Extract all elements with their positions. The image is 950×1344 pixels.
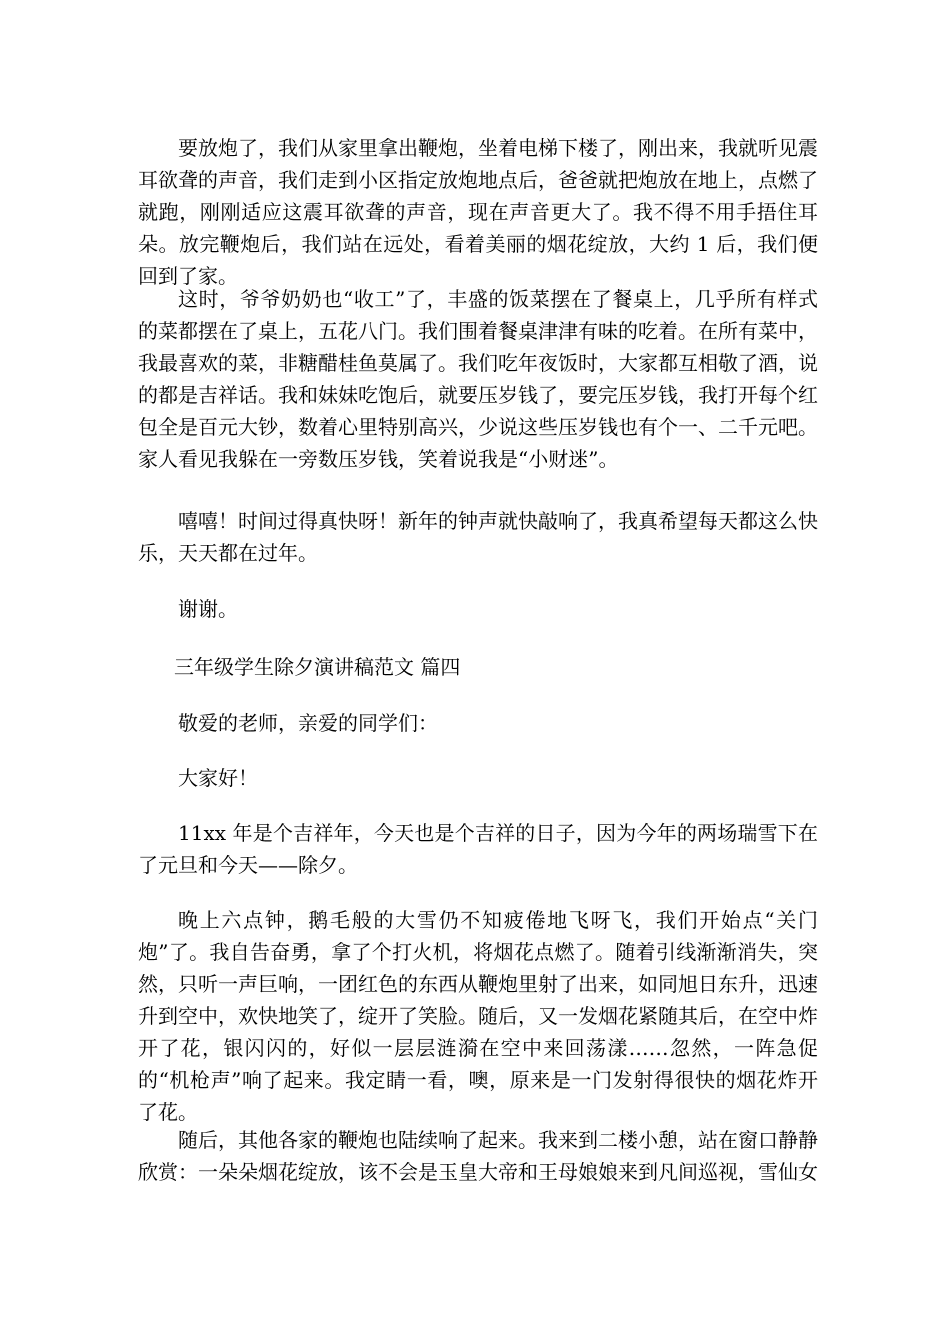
- body-text-block: [138, 1124, 818, 1188]
- paragraph-thanks: 谢谢。: [178, 597, 238, 621]
- body-text-block: [138, 762, 818, 794]
- body-text-block: [138, 707, 818, 739]
- salutation: 敬爱的老师，亲爱的同学们：: [178, 711, 438, 735]
- body-text-block: [138, 593, 818, 625]
- paragraph-fireworks: 晚上六点钟，鹅毛般的大雪仍不知疲倦地飞呀飞，我们开始点“关门炮”了。我自告奋勇，拿了个打火机，将烟花点燃了。随着引线渐渐消失，突然，只听一声巨响，一团红色的东西从鞭炮里射了出来，如同旭日东升，迅速升到空中，欢快地笑了，绽开了笑脸。随后，又一发烟花紧随其后，在空中炸开了花，银闪闪的，好似一层层涟漪在空中来回荡漾……忽然，一阵急促的“机枪声”响了起来。我定睛一看，噢，原来是一门发射得很快的烟花炸开了花。: [138, 908, 818, 1124]
- section-heading: 三年级学生除夕演讲稿范文 篇四: [174, 655, 461, 679]
- body-text-block: [138, 904, 818, 1128]
- paragraph-new-year-bell: 嘻嘻！时间过得真快呀！新年的钟声就快敲响了，我真希望每天都这么快乐，天天都在过年。: [138, 509, 818, 565]
- paragraph-lucky-year: 11xx 年是个吉祥年，今天也是个吉祥的日子，因为今年的两场瑞雪下在了元旦和今天——除夕。: [138, 821, 818, 877]
- body-text-block: [138, 651, 818, 683]
- paragraph-firecrackers: 要放炮了，我们从家里拿出鞭炮，坐着电梯下楼了，刚出来，我就听见震耳欲聋的声音，我们走到小区指定放炮地点后，爸爸就把炮放在地上，点燃了就跑，刚刚适应这震耳欲聋的声音，现在声音更大了。我不得不用手捂住耳朵。放完鞭炮后，我们站在远处，看着美丽的烟花绽放，大约 1 后，我们便回到了家。: [138, 136, 818, 288]
- paragraph-dinner: 这时，爷爷奶奶也“收工”了，丰盛的饭菜摆在了餐桌上，几乎所有样式的菜都摆在了桌上，五花八门。我们围着餐桌津津有味的吃着。在所有菜中，我最喜欢的菜，非糖醋桂鱼莫属了。我们吃年夜饭时，大家都互相敬了酒，说的都是吉祥话。我和妹妹吃饱后，就要压岁钱了，要完压岁钱，我打开每个红包全是百元大钞，数着心里特别高兴，少说这些压岁钱也有个一、二千元吧。家人看见我躲在一旁数压岁钱，笑着说我是“小财迷”。: [138, 287, 818, 471]
- body-text-block: [138, 817, 818, 881]
- body-text-block: [138, 283, 818, 475]
- greeting: 大家好！: [178, 766, 258, 790]
- body-text-block: [138, 132, 818, 292]
- body-text-block: [138, 505, 818, 569]
- paragraph-window-view: 随后，其他各家的鞭炮也陆续响了起来。我来到二楼小憩，站在窗口静静欣赏：一朵朵烟花绽放，该不会是玉皇大帝和王母娘娘来到凡间巡视，雪仙女: [138, 1128, 818, 1184]
